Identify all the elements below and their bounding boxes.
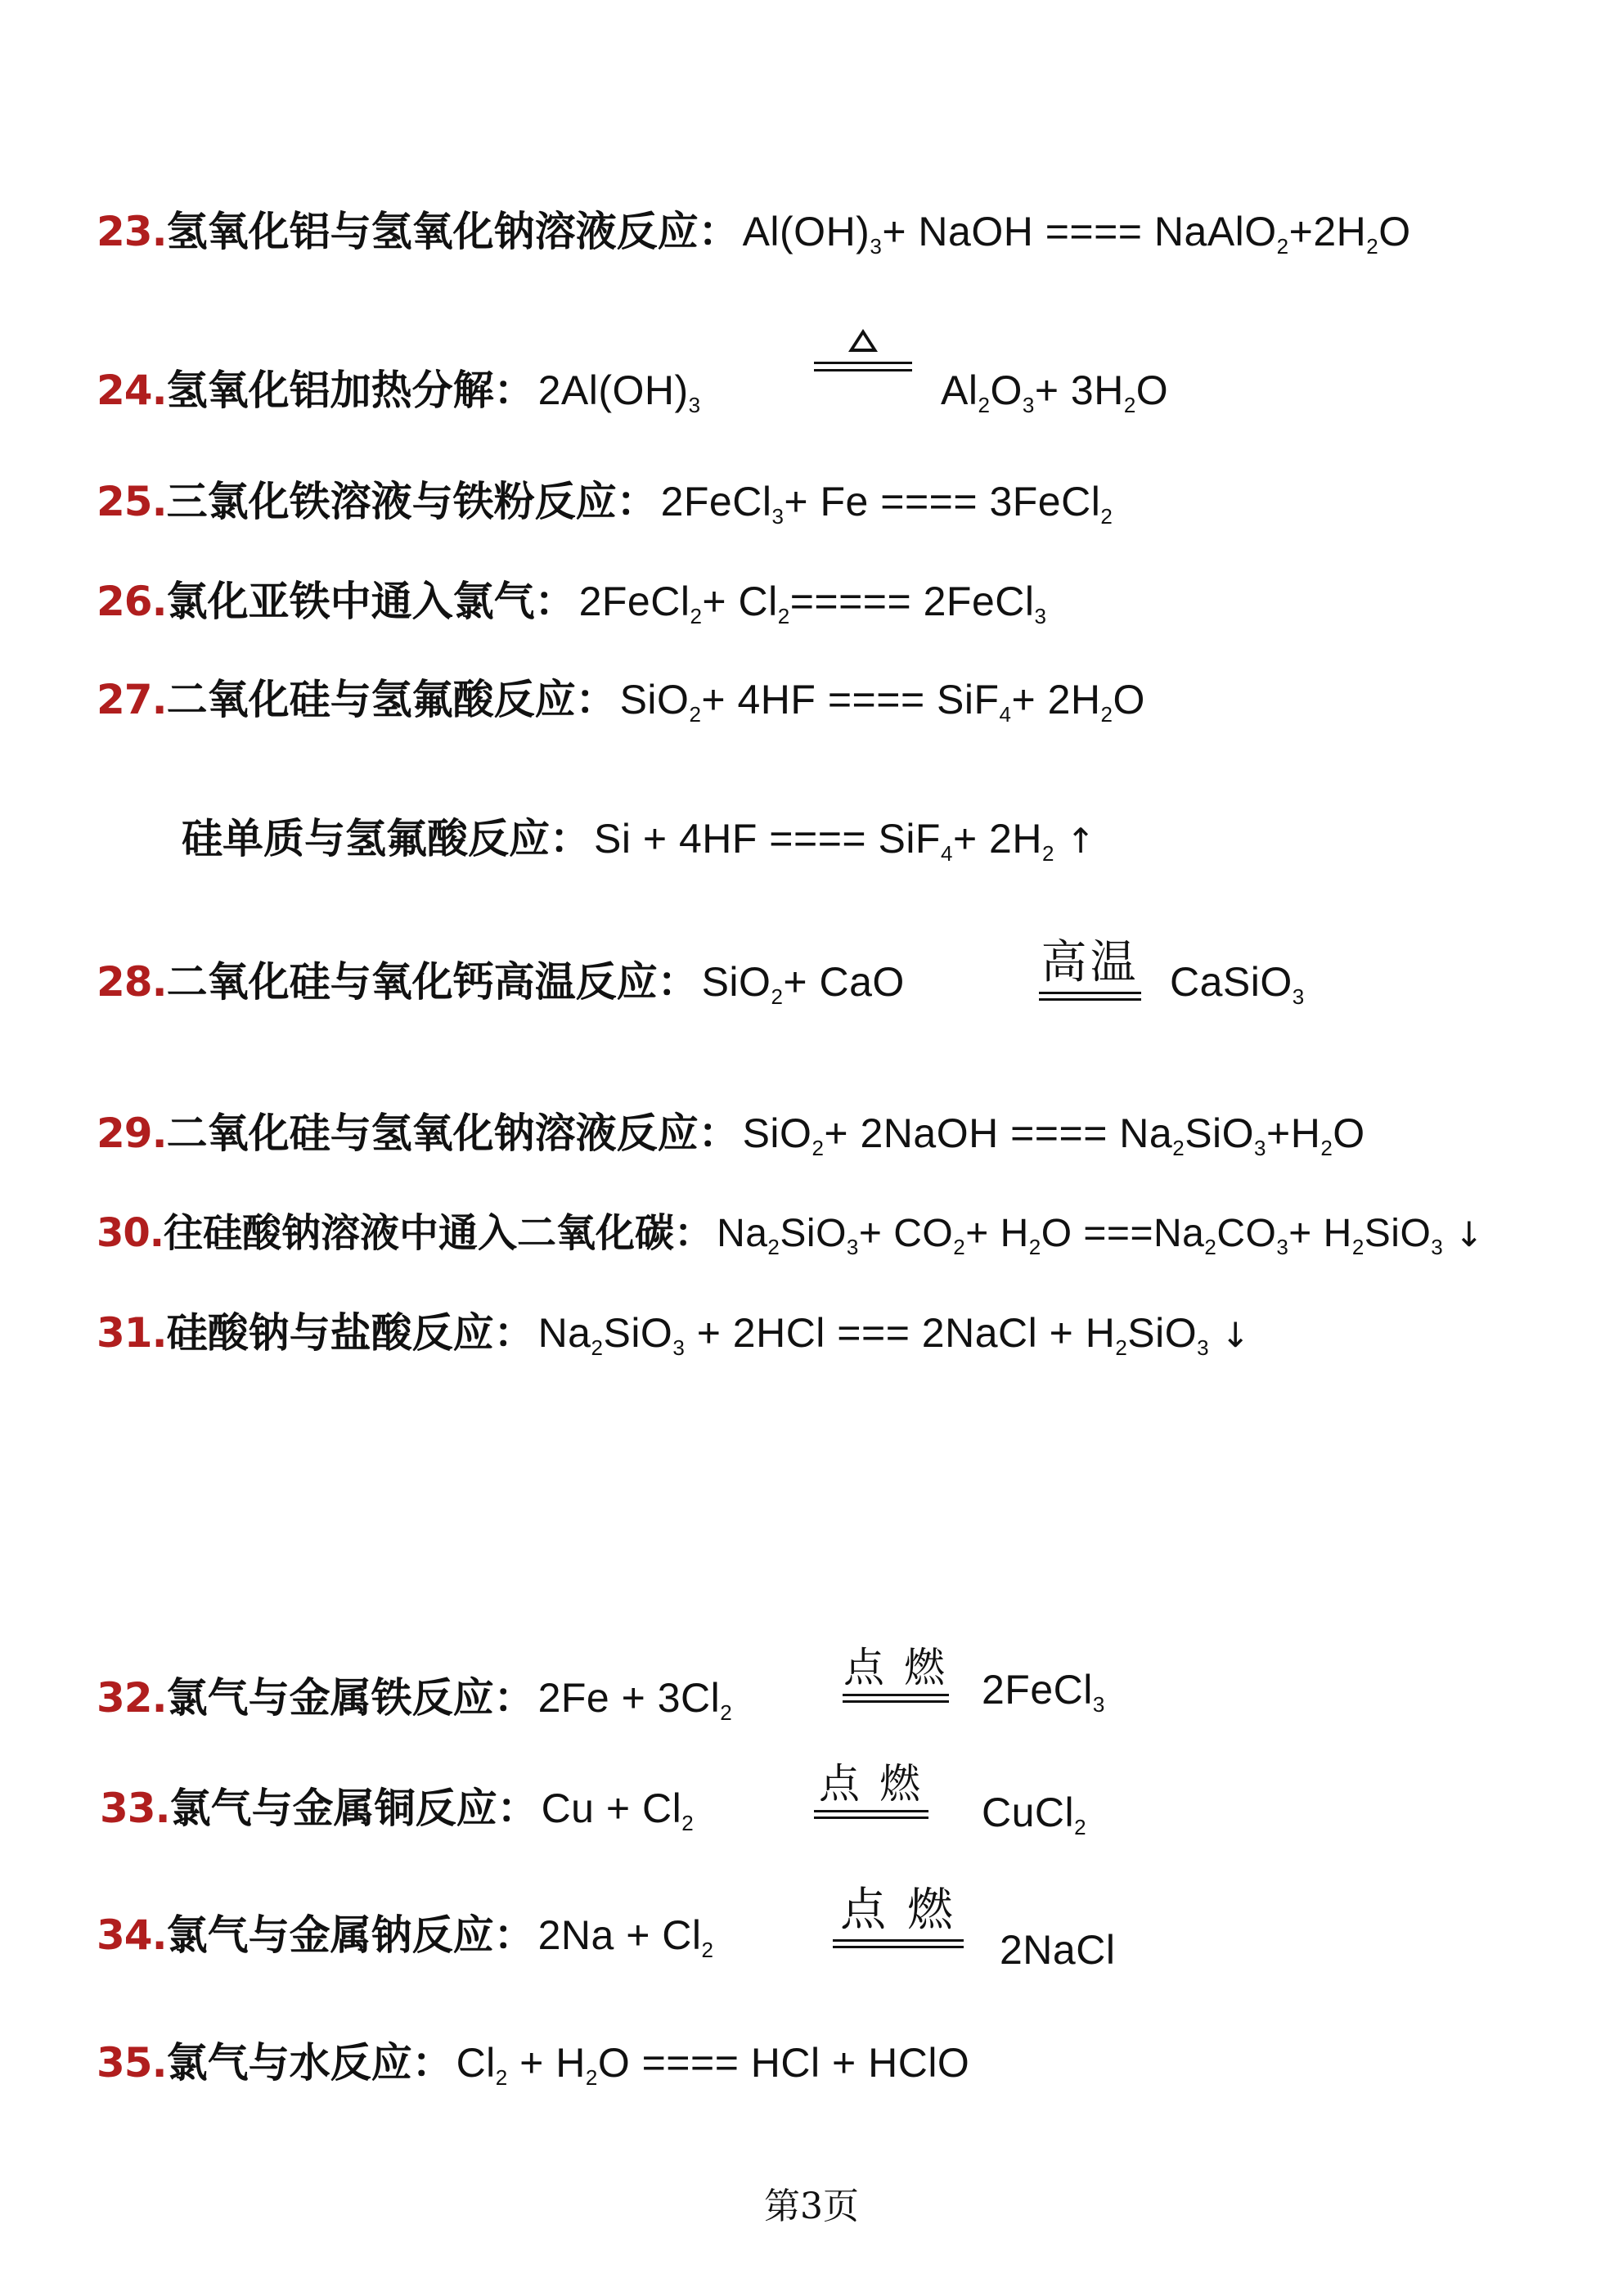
reaction-number: 24. bbox=[97, 367, 167, 414]
reaction-number: 25. bbox=[97, 478, 167, 525]
reaction-33 bbox=[100, 1780, 694, 1837]
colon: ： bbox=[575, 676, 617, 723]
reaction-number: 26. bbox=[97, 578, 167, 625]
equation: $Na_2SiO_3 + 2HCl$ === 2NaCl + $H_2SiO_3$ ↓ bbox=[537, 1310, 1251, 1360]
reaction-24-products bbox=[941, 362, 1168, 419]
reaction-number: 27. bbox=[97, 676, 167, 723]
reaction-description: 氯气与金属铁反应 bbox=[166, 1674, 494, 1722]
reaction-35 bbox=[97, 2034, 969, 2091]
reaction-description: 氯化亚铁中通入氯气 bbox=[166, 578, 535, 625]
ignition-condition bbox=[833, 1874, 964, 1948]
reaction-number: 35. bbox=[97, 2039, 167, 2087]
reaction-description: 硅酸钠与盐酸反应 bbox=[166, 1309, 494, 1357]
reaction-number: 31. bbox=[97, 1309, 167, 1357]
reaction-number: 28. bbox=[97, 958, 167, 1006]
equation-products: $Al_2O_3+ 3H_2O$ bbox=[941, 367, 1169, 417]
equation: $Cl_2 + H_2O$ ==== HCl + HClO bbox=[456, 2040, 970, 2090]
colon: ： bbox=[698, 208, 740, 255]
reaction-description: 二氧化硅与氧化钙高温反应 bbox=[166, 958, 658, 1006]
colon: ： bbox=[657, 958, 699, 1006]
reaction-description: 往硅酸钠溶液中通入二氧化碳 bbox=[164, 1210, 675, 1256]
equation-reactants: $Cu + Cl_2$ bbox=[541, 1785, 695, 1835]
reaction-23 bbox=[97, 203, 1411, 260]
equation-reactants: $2Fe + 3Cl_2$ bbox=[537, 1675, 733, 1725]
reaction-31 bbox=[97, 1304, 1250, 1362]
colon: ： bbox=[493, 1911, 535, 1959]
equation: SiO$_2$+ 2NaOH ==== $Na_2SiO_3+H_2O$ bbox=[742, 1110, 1365, 1160]
equation-products: CuCl$_2$ bbox=[982, 1790, 1087, 1839]
equation-products: 2FeCl$_3$ bbox=[982, 1667, 1105, 1717]
ignition-condition bbox=[814, 1751, 928, 1819]
equation: $Al(OH)_3+$ NaOH ==== $NaAlO_2+2H_2O$ bbox=[742, 209, 1411, 259]
reaction-30 bbox=[97, 1204, 1484, 1262]
equation: 2FeCl$_3$+ Fe ==== 3FeCl$_2$ bbox=[660, 479, 1113, 529]
heat-condition bbox=[814, 329, 912, 371]
equation-reactants: $2Na + Cl_2$ bbox=[537, 1912, 714, 1962]
reaction-number: 33. bbox=[100, 1785, 170, 1832]
equation-reactants: $2Al(OH)_3$ bbox=[537, 367, 701, 417]
reaction-33-products bbox=[982, 1784, 1086, 1841]
reaction-description: 硅单质与氢氟酸反应 bbox=[182, 815, 550, 862]
condition-label: 高温 bbox=[1041, 936, 1140, 989]
colon: ： bbox=[674, 1210, 714, 1256]
reaction-32 bbox=[97, 1669, 732, 1727]
colon: ： bbox=[698, 1110, 740, 1157]
reaction-26 bbox=[97, 573, 1046, 630]
colon: ： bbox=[534, 578, 576, 625]
equation-reactants: SiO$_2$+ CaO bbox=[701, 959, 905, 1009]
page-number: 第3页 bbox=[764, 2186, 859, 2227]
equation-products: 2NaCl bbox=[1000, 1927, 1116, 1973]
reaction-27-silicon bbox=[182, 810, 1095, 867]
equation-products: CaSiO$_3$ bbox=[1170, 959, 1305, 1009]
reaction-34 bbox=[97, 1907, 713, 1964]
colon: ： bbox=[493, 1674, 535, 1722]
reaction-number: 23. bbox=[97, 208, 167, 255]
heat-triangle-icon bbox=[848, 329, 878, 352]
reaction-description: 氢氧化铝与氢氧化钠溶液反应 bbox=[166, 208, 699, 255]
reaction-29 bbox=[97, 1105, 1365, 1162]
colon: ： bbox=[411, 2039, 453, 2087]
reaction-number: 29. bbox=[97, 1110, 167, 1157]
reaction-28 bbox=[97, 953, 905, 1011]
reaction-34-products bbox=[1000, 1921, 1115, 1979]
reaction-description: 三氯化铁溶液与铁粉反应 bbox=[166, 478, 617, 525]
colon: ： bbox=[550, 815, 591, 862]
equation: SiO$_2$+ 4HF ==== $SiF_4+ 2H_2O$ bbox=[619, 677, 1145, 727]
ignition-condition bbox=[843, 1635, 949, 1703]
high-temp-condition bbox=[1039, 926, 1141, 1001]
colon: ： bbox=[493, 1309, 535, 1357]
reaction-description: 氯气与金属铜反应 bbox=[169, 1785, 497, 1832]
reaction-number: 34. bbox=[97, 1911, 167, 1959]
reaction-description: 氯气与水反应 bbox=[166, 2039, 412, 2087]
reaction-32-products bbox=[982, 1661, 1105, 1718]
reaction-description: 二氧化硅与氢氧化钠溶液反应 bbox=[166, 1110, 699, 1157]
equation: $Na_2SiO_3+ CO_2+ H_2O ===Na_2CO_3+ H_2SiO_3$ ↓ bbox=[717, 1212, 1484, 1259]
colon: ： bbox=[616, 478, 658, 525]
colon: ： bbox=[493, 367, 535, 414]
reaction-25 bbox=[97, 473, 1113, 530]
condition-label: 点 燃 bbox=[819, 1760, 924, 1808]
reaction-28-products bbox=[1170, 953, 1305, 1011]
reaction-number: 32. bbox=[97, 1674, 167, 1722]
reaction-description: 氢氧化铝加热分解 bbox=[166, 367, 494, 414]
colon: ： bbox=[497, 1785, 538, 1832]
reaction-24 bbox=[97, 362, 701, 419]
reaction-description: 二氧化硅与氢氟酸反应 bbox=[166, 676, 576, 723]
condition-label: 点 燃 bbox=[843, 1644, 948, 1691]
reaction-number: 30. bbox=[97, 1210, 164, 1256]
reaction-27 bbox=[97, 671, 1145, 728]
reaction-description: 氯气与金属钠反应 bbox=[166, 1911, 494, 1959]
equation: Si + 4HF ==== $SiF_4+ 2H_2$ ↑ bbox=[594, 816, 1096, 866]
condition-label: 点 燃 bbox=[840, 1884, 956, 1937]
equation: 2FeCl$_2$+ $Cl_2=====$ 2FeCl$_3$ bbox=[578, 579, 1047, 628]
